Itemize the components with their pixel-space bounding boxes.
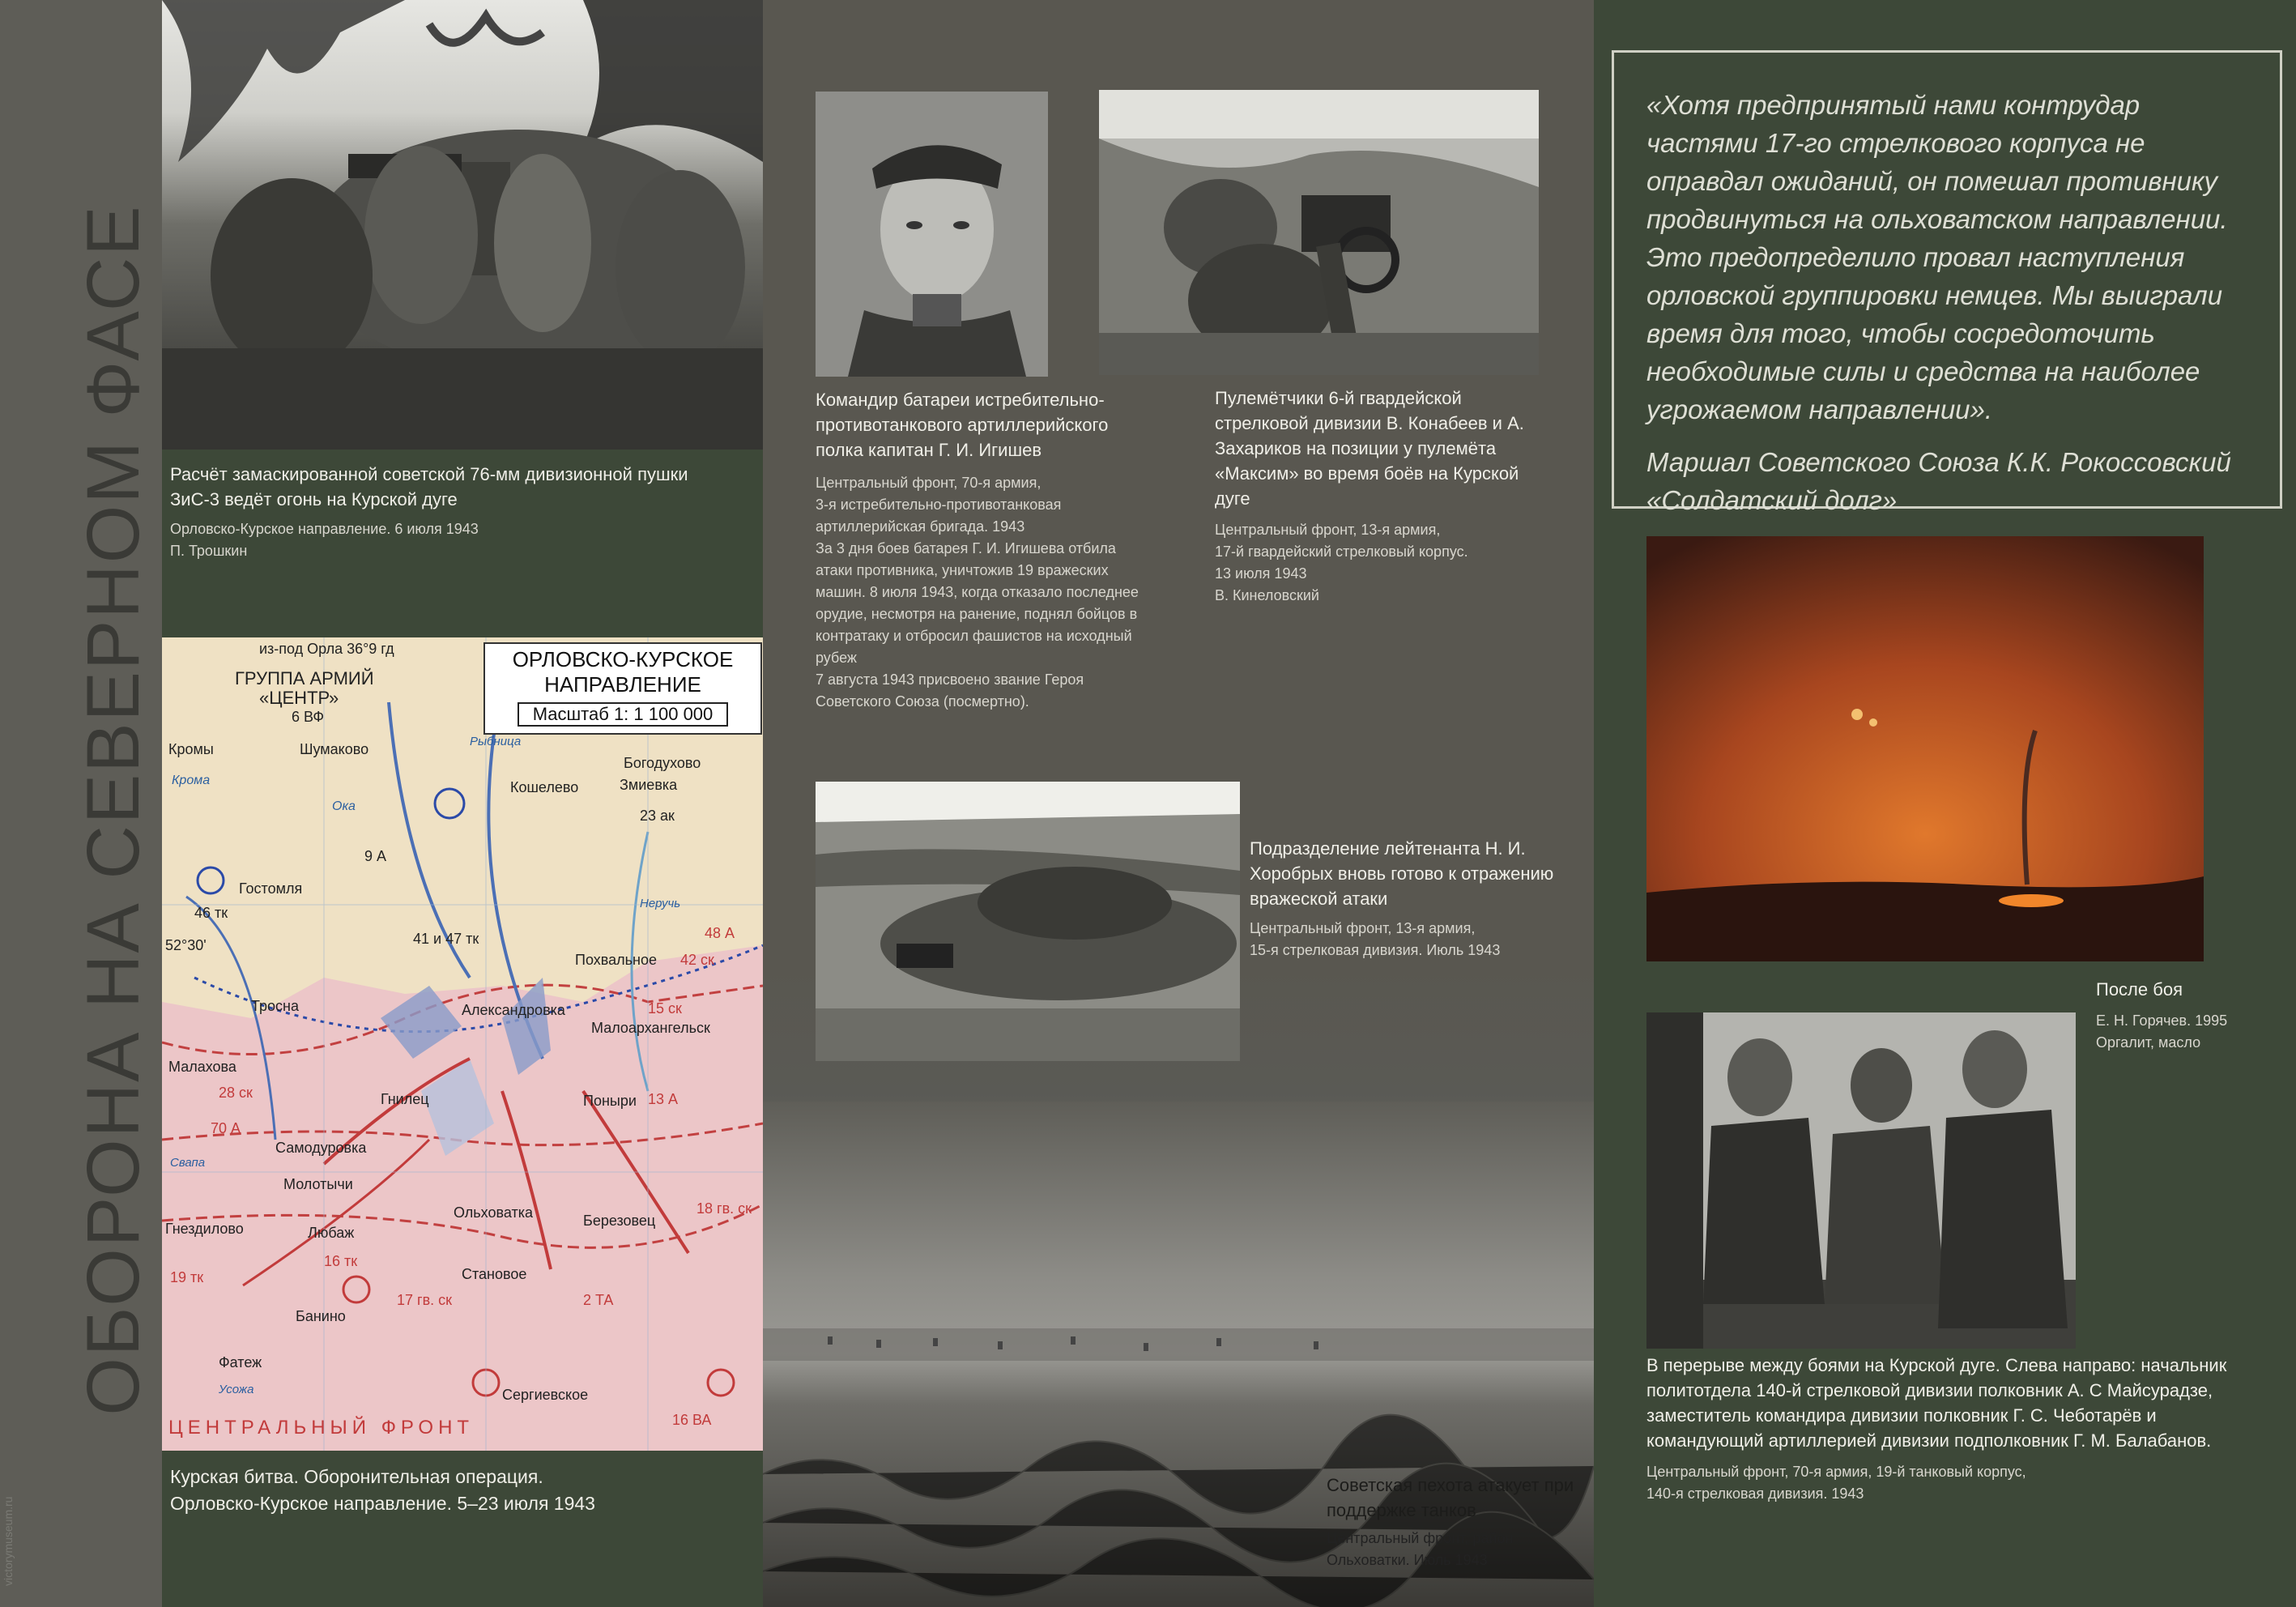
painting-author: Е. Н. Горячев. 1995	[2096, 1012, 2228, 1029]
map-label-centre: «ЦЕНТР»	[259, 688, 339, 708]
map-label: 2 ТА	[583, 1292, 614, 1308]
painting-title: После боя	[2096, 979, 2183, 1000]
infantry-caption	[1327, 1473, 1586, 1571]
map-label: Молотычи	[283, 1176, 353, 1192]
artillery-caption-place: Орловско-Курское направление. 6 июля 1943	[170, 521, 479, 537]
machinegun-photo	[1099, 90, 1539, 375]
map-label: 15 ск	[648, 1000, 682, 1017]
map-label: 23 ак	[640, 808, 675, 824]
portrait-detail-3: За 3 дня боев батарея Г. И. Игишева отбила атаки противника, уничтожив 19 вражеских машин. 8 июля 1943, когда отказало последнее орудие, несмотря на ранение, поднял бойцов в контратаку и отбросил фашистов на исходный рубеж	[816, 540, 1139, 666]
map-label: Поныри	[583, 1093, 637, 1109]
artillery-caption-title: Расчёт замаскированной советской 76-мм дивизионной пушки ЗиС-3 ведёт огонь на Курской дуге	[170, 464, 688, 509]
map-label: Богодухово	[624, 755, 701, 771]
map-label: 19 тк	[170, 1269, 204, 1285]
map-label: Сергиевское	[502, 1387, 589, 1403]
map-label: Кромы	[168, 741, 214, 757]
quote-author: Маршал Советского Союза К.К. Рокоссовский	[1646, 447, 2231, 477]
machinegun-detail-4: В. Кинеловский	[1215, 587, 1319, 603]
portrait-detail-1: Центральный фронт, 70-я армия,	[816, 475, 1042, 491]
map-label: 41 и 47 тк	[413, 931, 479, 947]
map-scale: Масштаб 1: 1 100 000	[518, 702, 728, 727]
map-label: 42 ск	[680, 952, 714, 968]
portrait-photo	[816, 92, 1048, 377]
map-label: 48 А	[705, 925, 735, 941]
map-label: 6 ВФ	[292, 709, 325, 725]
officers-photo	[1646, 1012, 2076, 1349]
artillery-photo	[162, 0, 763, 450]
infantry-detail-1: Центральный фронт, район	[1327, 1530, 1514, 1546]
quote-book: «Солдатский долг»	[1646, 485, 1898, 515]
platoon-caption-title: Подразделение лейтенанта Н. И. Хоробрых вновь готово к отражению вражеской атаки	[1250, 838, 1554, 909]
portrait-detail-4: 7 августа 1943 присвоено звание Героя Советского Союза (посмертно).	[816, 671, 1084, 710]
map-label: 13 А	[648, 1091, 679, 1107]
map-label: 9 А	[364, 848, 387, 864]
machinegun-detail-3: 13 июля 1943	[1215, 565, 1307, 582]
map-label: Усожа	[219, 1383, 254, 1396]
portrait-caption	[816, 387, 1156, 713]
map-coord-top: из-под Орла 36°9 гд	[259, 641, 394, 657]
infantry-caption-title: Советская пехота атакует при поддержке танков	[1327, 1475, 1574, 1520]
map-label: Шумаково	[300, 741, 369, 757]
map-label: Малоархангельск	[591, 1020, 710, 1036]
map-legend-box	[483, 642, 762, 735]
map-label: Тросна	[251, 998, 299, 1014]
map-label: Самодуровка	[275, 1140, 367, 1156]
infantry-detail-2: Ольховатки. Июль 1943	[1327, 1552, 1488, 1568]
map-caption-line1: Курская битва. Оборонительная операция.	[170, 1466, 543, 1487]
map-label: 18 гв. ск	[696, 1200, 752, 1217]
painting-medium: Оргалит, масло	[2096, 1034, 2201, 1051]
map-coord-lat: 52°30'	[165, 937, 207, 953]
map-label: Малахова	[168, 1059, 236, 1075]
map-label-front: ЦЕНТРАЛЬНЫЙ ФРОНТ	[168, 1417, 475, 1439]
map-label: 70 А	[211, 1120, 241, 1136]
map-label: Рыбница	[470, 735, 522, 748]
map-label: Ока	[332, 799, 356, 813]
map-label: 17 гв. ск	[397, 1292, 453, 1308]
artillery-caption	[170, 462, 729, 562]
map-label: 16 ВА	[672, 1412, 712, 1428]
map-label: 46 тк	[194, 905, 228, 921]
map-label: Кошелево	[510, 779, 579, 795]
quote-content	[1646, 86, 2256, 519]
artillery-caption-author: П. Трошкин	[170, 543, 248, 559]
map-label: Гостомля	[239, 880, 303, 897]
officers-caption	[1646, 1353, 2278, 1505]
machinegun-caption	[1215, 386, 1539, 607]
map-label: Александровка	[462, 1002, 565, 1018]
portrait-detail-2: 3-я истребительно-противотанковая артиллерийская бригада. 1943	[816, 497, 1062, 535]
battle-map	[162, 637, 763, 1451]
map-label: 16 тк	[324, 1253, 358, 1269]
map-label: 28 ск	[219, 1085, 253, 1101]
officers-detail-2: 140-я стрелковая дивизия. 1943	[1646, 1486, 1864, 1502]
machinegun-detail-2: 17-й гвардейский стрелковый корпус.	[1215, 543, 1468, 560]
map-label: Гнездилово	[165, 1221, 244, 1237]
quote-text: «Хотя предпринятый нами контрудар частями 17-го стрелкового корпуса не оправдал ожиданий, он помешал противнику продвинуться на ольховатском направлении. Это предопределило провал наступления орловской группировки немцев. Мы выиграли время для того, чтобы сосредоточить необходимые силы и средства на наиболее угрожаемом направлении».	[1646, 90, 2228, 424]
map-caption-line2: Орловско-Курское направление. 5–23 июля 1943	[170, 1493, 595, 1514]
map-label: Змиевка	[620, 777, 678, 793]
portrait-caption-title: Командир батареи истребительно-противотанкового артиллерийского полка капитан Г. И. Игишев	[816, 390, 1109, 460]
map-label: Похвальное	[575, 952, 657, 968]
machinegun-detail-1: Центральный фронт, 13-я армия,	[1215, 522, 1441, 538]
platoon-caption	[1250, 836, 1574, 961]
painting	[1646, 536, 2204, 961]
map-label: Ольховатка	[454, 1204, 533, 1221]
page-title: ОБОРОНА НА СЕВЕРНОМ ФАСЕ	[72, 204, 155, 1416]
site-watermark: victorymuseum.ru	[2, 1496, 15, 1586]
map-label-army-group: ГРУППА АРМИЙ	[235, 668, 374, 688]
platoon-photo	[816, 782, 1240, 1061]
map-label: Крома	[172, 774, 211, 787]
platoon-detail-1: Центральный фронт, 13-я армия,	[1250, 920, 1476, 936]
map-label: Березовец	[583, 1213, 656, 1229]
map-label: Гнилец	[381, 1091, 429, 1107]
map-label: Любаж	[308, 1225, 355, 1241]
painting-caption	[2096, 977, 2290, 1054]
map-label: Становое	[462, 1266, 527, 1282]
map-caption	[170, 1464, 745, 1517]
officers-caption-title: В перерыве между боями на Курской дуге. Слева направо: начальник политотдела 140-й стрелковой дивизии полковник А. С Майсурадзе, заместитель командира дивизии полковник Г. С. Чеботарёв и командующий артиллерией дивизии подполковник Г. М. Балабанов.	[1646, 1355, 2227, 1451]
map-title-line2: НАПРАВЛЕНИЕ	[544, 672, 701, 697]
map-label: Неручь	[640, 897, 681, 910]
map-label: Фатеж	[219, 1354, 262, 1370]
map-label: Свапа	[170, 1156, 206, 1170]
officers-detail-1: Центральный фронт, 70-я армия, 19-й танковый корпус,	[1646, 1464, 2026, 1480]
map-label: Банино	[296, 1308, 346, 1324]
map-title-line1: ОРЛОВСКО-КУРСКОЕ	[512, 647, 734, 671]
platoon-detail-2: 15-я стрелковая дивизия. Июль 1943	[1250, 942, 1501, 958]
machinegun-caption-title: Пулемётчики 6-й гвардейской стрелковой дивизии В. Конабеев и А. Захариков на позиции у пулемёта «Максим» во время боёв на Курской дуге	[1215, 388, 1524, 509]
